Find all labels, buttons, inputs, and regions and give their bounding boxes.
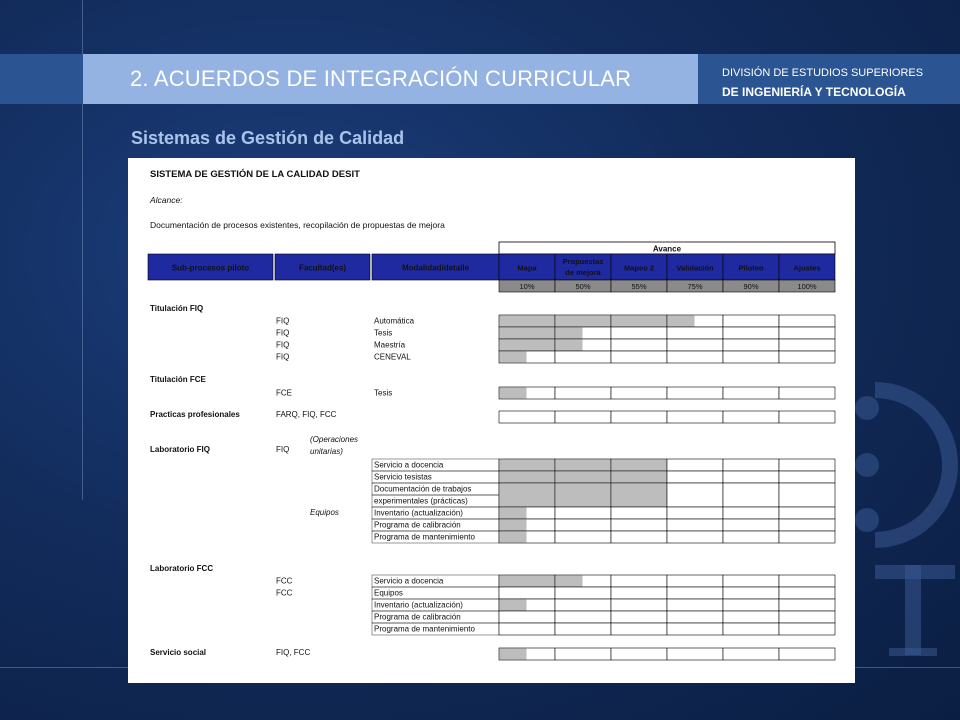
- stage-percent: 10%: [519, 282, 535, 291]
- scope-label: Alcance:: [150, 195, 183, 205]
- row-detalle: Equipos: [374, 588, 403, 598]
- progress-cell: [723, 587, 779, 599]
- document-heading: SISTEMA DE GESTIÓN DE LA CALIDAD DESIT: [150, 169, 360, 180]
- group-name: Titulación FIQ: [150, 304, 204, 313]
- progress-cell: [779, 459, 835, 471]
- row-detalle: Programa de calibración: [374, 612, 461, 622]
- group-name: Practicas profesionales: [150, 410, 240, 419]
- progress-cell: [611, 648, 667, 660]
- stage-label: de mejora: [565, 268, 601, 277]
- progress-cell: [555, 411, 611, 423]
- progress-fill: [668, 316, 695, 327]
- row-detalle: Inventario (actualización): [374, 600, 463, 610]
- progress-cell: [723, 519, 779, 531]
- progress-cell: [723, 611, 779, 623]
- progress-cell: [779, 315, 835, 327]
- progress-cell: [667, 611, 723, 623]
- progress-cell: [723, 471, 779, 483]
- progress-cell: [667, 459, 723, 471]
- row-detalle: Programa de mantenimiento: [374, 532, 475, 542]
- row-detalle: Servicio a docencia: [374, 576, 444, 586]
- progress-cell: [667, 648, 723, 660]
- progress-fill: [500, 649, 527, 660]
- progress-fill: [500, 484, 555, 507]
- progress-fill: [500, 316, 555, 327]
- progress-cell: [499, 611, 555, 623]
- row-detalle: Tesis: [374, 328, 393, 338]
- column-header-3: Modalidad/detalle: [401, 263, 470, 273]
- progress-cell: [667, 507, 723, 519]
- progress-cell: [611, 339, 667, 351]
- progress-cell: [555, 599, 611, 611]
- progress-fill: [500, 472, 555, 483]
- row-detalle: Documentación de trabajos: [374, 484, 472, 494]
- progress-cell: [611, 599, 667, 611]
- progress-cell: [779, 519, 835, 531]
- progress-cell: [779, 339, 835, 351]
- progress-cell: [555, 351, 611, 363]
- progress-cell: [667, 623, 723, 635]
- quality-system-document: [128, 158, 855, 683]
- group-name: Servicio social: [150, 648, 207, 657]
- progress-fill: [612, 316, 667, 327]
- progress-cell: [611, 411, 667, 423]
- group-facultad: FIQ: [276, 445, 290, 454]
- row-facultad: FIQ: [276, 340, 290, 350]
- stage-percent: 90%: [743, 282, 759, 291]
- progress-cell: [723, 387, 779, 399]
- column-header-1: Sub-procesos piloto: [171, 263, 250, 273]
- progress-cell: [779, 575, 835, 587]
- progress-cell: [723, 531, 779, 543]
- row-detalle: Servicio a docencia: [374, 460, 444, 470]
- progress-cell: [555, 648, 611, 660]
- progress-cell: [723, 575, 779, 587]
- progress-fill: [500, 576, 555, 587]
- progress-cell: [555, 519, 611, 531]
- progress-fill: [556, 484, 611, 507]
- progress-fill: [556, 340, 583, 351]
- progress-cell: [779, 351, 835, 363]
- progress-cell: [555, 387, 611, 399]
- progress-cell: [499, 411, 555, 423]
- group-note: (Operaciones: [310, 435, 359, 444]
- progress-fill: [500, 460, 555, 471]
- progress-cell: [499, 587, 555, 599]
- progress-fill: [500, 600, 527, 611]
- progress-cell: [723, 339, 779, 351]
- stage-percent: 50%: [575, 282, 591, 291]
- progress-cell: [611, 387, 667, 399]
- progress-fill: [500, 340, 555, 351]
- progress-cell: [723, 507, 779, 519]
- progress-cell: [611, 507, 667, 519]
- row-facultad: FCC: [276, 576, 293, 586]
- scope-text: Documentación de procesos existentes, recopilación de propuestas de mejora: [150, 220, 445, 230]
- progress-cell: [723, 483, 779, 507]
- progress-cell: [779, 587, 835, 599]
- progress-cell: [779, 411, 835, 423]
- group-name: Laboratorio FIQ: [150, 445, 210, 454]
- document-table: [128, 158, 855, 683]
- avance-label: Avance: [652, 244, 682, 254]
- progress-cell: [667, 471, 723, 483]
- progress-cell: [667, 411, 723, 423]
- stage-label: Propuestas: [562, 257, 604, 266]
- progress-cell: [667, 531, 723, 543]
- progress-cell: [723, 648, 779, 660]
- section-subtitle: Sistemas de Gestión de Calidad: [131, 128, 405, 148]
- group-name: Titulación FCE: [150, 375, 206, 384]
- progress-cell: [555, 623, 611, 635]
- progress-cell: [779, 327, 835, 339]
- progress-cell: [779, 611, 835, 623]
- stage-label: Mapeo 2: [623, 263, 655, 273]
- progress-fill: [500, 328, 555, 339]
- progress-fill: [556, 472, 611, 483]
- progress-cell: [555, 531, 611, 543]
- progress-cell: [611, 575, 667, 587]
- progress-fill: [556, 328, 583, 339]
- progress-cell: [611, 519, 667, 531]
- progress-cell: [667, 339, 723, 351]
- progress-cell: [667, 483, 723, 507]
- stage-percent: 75%: [687, 282, 703, 291]
- progress-cell: [723, 315, 779, 327]
- progress-fill: [500, 352, 527, 363]
- row-detalle: Inventario (actualización): [374, 508, 463, 518]
- progress-fill: [556, 316, 611, 327]
- progress-cell: [555, 587, 611, 599]
- row-detalle: Automática: [374, 316, 415, 326]
- progress-cell: [611, 531, 667, 543]
- division-name-line2: DE INGENIERÍA Y TECNOLOGÍA: [722, 85, 906, 99]
- progress-cell: [611, 327, 667, 339]
- progress-cell: [611, 623, 667, 635]
- stage-label: Ajustes: [793, 263, 821, 273]
- group-note: unitarias): [310, 447, 343, 456]
- row-facultad: FIQ: [276, 328, 290, 338]
- row-detalle: experimentales (prácticas): [374, 496, 468, 506]
- progress-fill: [612, 460, 667, 471]
- progress-fill: [612, 472, 667, 483]
- group-note: Equipos: [310, 508, 339, 517]
- progress-cell: [779, 531, 835, 543]
- progress-cell: [723, 351, 779, 363]
- progress-cell: [499, 623, 555, 635]
- progress-cell: [723, 411, 779, 423]
- progress-fill: [556, 460, 611, 471]
- division-name-line1: DIVISIÓN DE ESTUDIOS SUPERIORES: [722, 67, 924, 79]
- progress-cell: [667, 519, 723, 531]
- group-name: Laboratorio FCC: [150, 564, 214, 573]
- progress-fill: [500, 508, 527, 519]
- progress-cell: [723, 459, 779, 471]
- row-facultad: FIQ, FCC: [276, 648, 311, 657]
- column-header-2: Facultad(es): [298, 263, 347, 273]
- progress-fill: [500, 520, 527, 531]
- progress-cell: [779, 471, 835, 483]
- progress-cell: [667, 351, 723, 363]
- progress-cell: [723, 599, 779, 611]
- row-detalle: Programa de mantenimiento: [374, 624, 475, 634]
- row-facultad: FIQ: [276, 316, 290, 326]
- progress-cell: [667, 387, 723, 399]
- row-detalle: Programa de calibración: [374, 520, 461, 530]
- row-detalle: CENEVAL: [374, 352, 411, 362]
- progress-cell: [779, 623, 835, 635]
- progress-fill: [556, 576, 583, 587]
- progress-cell: [723, 623, 779, 635]
- stage-label: Validación: [676, 263, 714, 273]
- progress-cell: [667, 575, 723, 587]
- row-detalle: Maestría: [374, 340, 406, 350]
- progress-cell: [555, 507, 611, 519]
- progress-cell: [611, 587, 667, 599]
- progress-cell: [723, 327, 779, 339]
- desit-watermark-icon: [845, 370, 960, 670]
- row-facultad: FIQ: [276, 352, 290, 362]
- progress-cell: [779, 507, 835, 519]
- progress-cell: [555, 611, 611, 623]
- stage-percent: 55%: [631, 282, 647, 291]
- progress-fill: [500, 388, 527, 399]
- row-detalle: Tesis: [374, 388, 393, 398]
- progress-cell: [779, 483, 835, 507]
- row-detalle: Servicio tesistas: [374, 472, 432, 482]
- progress-cell: [779, 648, 835, 660]
- stage-percent: 100%: [797, 282, 817, 291]
- progress-fill: [612, 484, 667, 507]
- progress-cell: [667, 587, 723, 599]
- page-title: 2. ACUERDOS DE INTEGRACIÓN CURRICULAR: [130, 66, 632, 91]
- stage-label: Piloteo: [738, 263, 764, 273]
- progress-cell: [611, 611, 667, 623]
- row-facultad: FCE: [276, 388, 292, 398]
- progress-fill: [500, 532, 527, 543]
- progress-cell: [667, 327, 723, 339]
- stage-label: Mapa: [517, 263, 537, 273]
- row-facultad: FARQ, FIQ, FCC: [276, 410, 337, 419]
- row-facultad: FCC: [276, 588, 293, 598]
- progress-cell: [779, 599, 835, 611]
- progress-cell: [667, 599, 723, 611]
- progress-cell: [779, 387, 835, 399]
- progress-cell: [611, 351, 667, 363]
